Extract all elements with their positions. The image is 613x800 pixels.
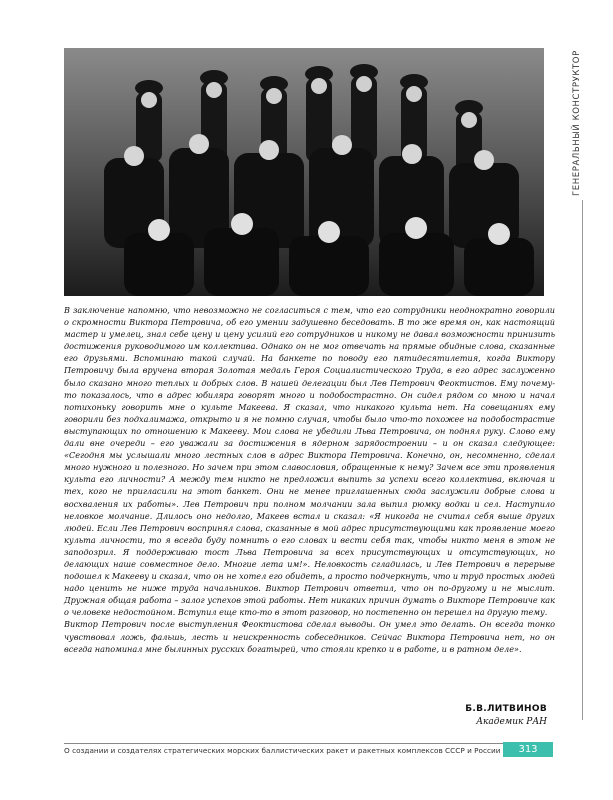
paragraph: Виктор Петрович после выступления Феоктистова сделал выводы. Он умел это делать. Он всегда тонко чувствовал ложь, фальшь, лесть и неискренность собеседников. Сейчас Виктора Петровича нет, но он всегда напоминал мне былинных русских богатырей, что стояли крепко и в работе, и в ратном деле». [64,619,555,654]
group-photo [64,48,544,296]
running-header-vertical: ГЕНЕРАЛЬНЫЙ КОНСТРУКТОР [572,50,582,196]
page-number: 313 [503,742,553,757]
memoir-text [64,304,555,655]
group-photo-image [64,48,544,296]
footer-rule [64,743,518,744]
margin-rule [582,200,583,720]
book-title-footer: О создании и создателях стратегических морских баллистических ракет и ракетных комплексов СССР и России [64,746,501,755]
author-title: Академик РАН [476,717,547,727]
signature-block [465,703,547,729]
author-name: Б.В.ЛИТВИНОВ [465,704,547,714]
paragraph: В заключение напомню, что невозможно не согласиться с тем, что его сотрудники неоднократно говорили о скромности Виктора Петровича, об его умении задушевно беседовать. В то же время он, как настоящий мастер и умелец, знал себе цену и цену усилий его сотрудников и никому не давал возможности принизить достижения руководимого им коллектива. Однако он не мог отвечать на прямые обидные слова, сказанные его друзьями. Вспоминаю такой случай. На банкете по поводу его пятидесятилетия, когда Виктору Петровичу была вручена вторая Золотая медаль Героя Социалистического Труда, в его адрес заслуженно было сказано много теплых и добрых слов. В нашей делегации был Лев Петрович Феоктистов. Ему почему-то показалось, что в адрес юбиляра говорят много и подобострастно. Он сидел рядом со мною и начал потихоньку говорить мне о культе Макеева. Я сказал, что никакого культа нет. На совещаниях ему говорили без подхалимажа, открыто и я не помню случая, чтобы было что-то похожее на подобострастие выступающих по отношению к Макееву. Мои слова не убедили Льва Петровича, он поднял руку. Слово ему дали вне очереди – его уважали за достижения в ядерном зарядостроении – и он сказал следующее: «Сегодня мы услышали много лестных слов в адрес Виктора Петровича. Конечно, он, несомненно, сделал много нужного и полезного. Но зачем при этом славословия, обращенные к нему? Зачем все эти проявления культа его личности? А между тем никто не предложил выпить за успехи всего коллектива, включая и тех, кого не пригласили на этот банкет. Они не менее приглашенных сюда заслужили добрые слова и восхваления их работы». Лев Петрович при полном молчании зала выпил рюмку водки и сел. Наступило неловкое молчание. Длилось оно недолго, Макеев встал и сказал: «Я никогда не считал себя выше других людей. Если Лев Петрович воспринял слова, сказанные в мой адрес присутствующими как проявление моего культа личности, то я всегда буду помнить о его словах и вести себя так, чтобы никто меня в этом не заподозрил. Я поддерживаю тост Льва Петровича за всех присутствующих и отсутствующих, но делающих наше совместное дело. Многие лета им!». Неловкость сгладилась, и Лев Петрович в перерыве подошел к Макееву и сказал, что он не хотел его обидеть, а просто подчеркнуть, что и труд простых людей надо ценить не ниже труда начальников. Виктор Петрович ответил, что он по-другому и не мыслит. Дружная общая работа – залог успехов этой работы. Нет никаких причин думать о Викторе Петровиче как о человеке недостойном. Вступил еще кто-то в этот разговор, но постепенно он перешел на другую тему. [64,305,555,618]
